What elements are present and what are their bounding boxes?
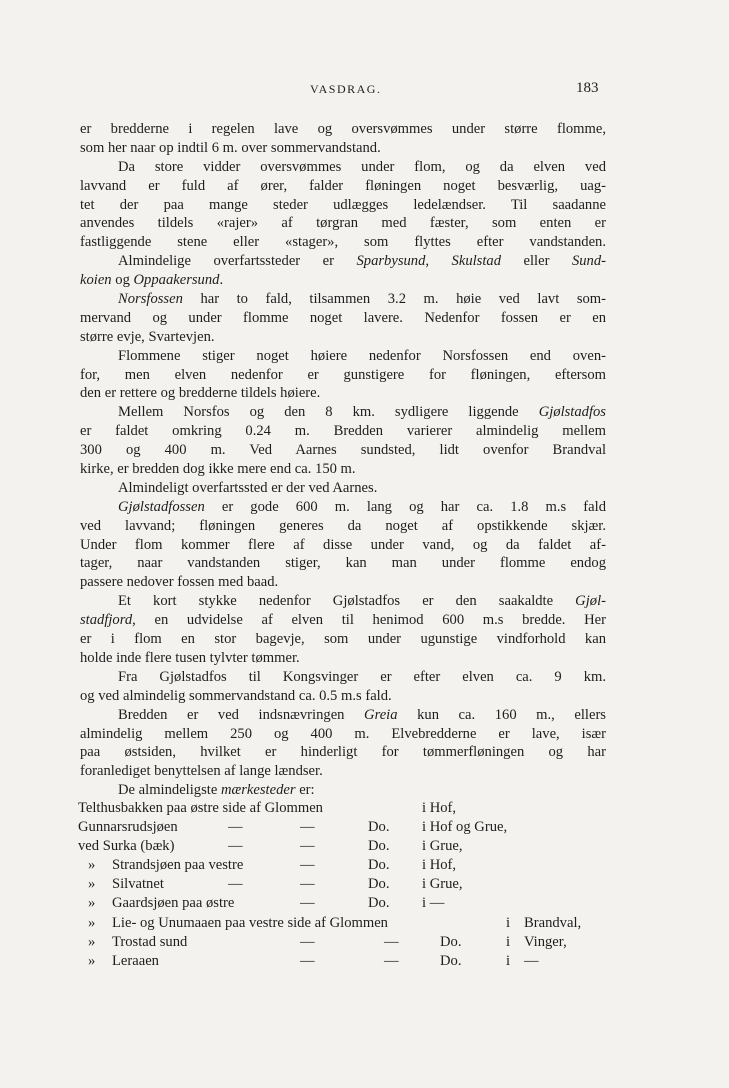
ditto-dash: — <box>524 952 539 969</box>
text-line: 300 og 400 m. Ved Aarnes sundsted, lidt ovenfor Brandval <box>80 442 606 459</box>
list-item <box>78 895 608 914</box>
page-header <box>0 82 729 102</box>
place-name: Sparbysund <box>356 253 426 270</box>
ditto-mark: » <box>88 895 96 912</box>
ditto-dash: — <box>300 838 315 855</box>
municipality: i Hof, <box>422 800 457 816</box>
list-item <box>78 934 608 953</box>
list-item <box>78 876 608 895</box>
text-line: Da store vidder oversvømmes under flom, og da elven ved <box>118 158 606 175</box>
text-run: Et kort stykke nedenfor Gjølstadfos er den saakaldte <box>118 593 554 610</box>
text-run: Mellem Norsfos og den 8 km. sydligere liggende <box>118 404 519 421</box>
ditto-mark: » <box>88 952 96 969</box>
text-line: passere nedover fossen med baad. <box>80 574 279 591</box>
ditto-mark: » <box>88 933 96 950</box>
list-item <box>78 838 608 857</box>
text-line: Under flom kommer flere af disse under vand, og da faldet af- <box>80 536 606 553</box>
ditto-do: Do. <box>368 895 390 912</box>
text-run: De almindeligste <box>118 782 218 799</box>
list-item <box>78 819 608 838</box>
text-line: Almindelige overfartssteder er Sparbysund, Skulstad eller Sund- <box>118 253 607 270</box>
ditto-mark: » <box>88 857 96 874</box>
text-line: som her naar op indtil 6 m. over sommervandstand. <box>80 139 381 156</box>
ditto-dash: — <box>300 933 315 950</box>
ditto-dash: — <box>300 895 315 912</box>
municipality-prefix: i <box>506 952 511 969</box>
ditto-dash: — <box>300 857 315 874</box>
text-line: foranlediget benyttelsen af lange lændser. <box>80 763 323 780</box>
place-name: Greia <box>364 706 398 723</box>
text-line: er bredderne i regelen lave og oversvømmes under større flomme, <box>80 121 606 137</box>
text-run: kun ca. 160 m., ellers <box>417 706 606 723</box>
place: Leraaen <box>112 952 159 969</box>
text-line: større evje, Svartevjen. <box>80 328 215 345</box>
ditto-do: Do. <box>368 857 390 874</box>
text-line: Fra Gjølstadfos til Kongsvinger er efter elven ca. 9 km. <box>118 668 606 685</box>
text-line: koien og Oppaakersund. <box>80 272 224 289</box>
place: Silvatnet <box>112 876 164 893</box>
place-name: Sund- <box>571 253 607 270</box>
text-line <box>80 592 606 611</box>
text-run: har to fald, tilsammen 3.2 m. høie ved lavt som- <box>200 291 607 308</box>
text-run: Almindelige overfartssteder er <box>118 253 334 270</box>
text-line: holde inde flere tusen tylvter tømmer. <box>80 649 300 666</box>
ditto-mark: » <box>88 914 96 931</box>
municipality: Vinger, <box>524 933 567 950</box>
text-line: ved lavvand; fløningen generes da noget af opstikkende skjær. <box>80 517 606 534</box>
text-line: er i flom en stor bagevje, som under ugunstige vindforhold kan <box>80 631 606 648</box>
municipality-prefix: i <box>506 933 511 950</box>
text-line: den er rettere og bredderne tildels høiere. <box>80 385 321 402</box>
ditto-do: Do. <box>368 838 390 855</box>
ditto-do: Do. <box>368 819 390 836</box>
ditto-dash: — <box>300 819 315 836</box>
place: Trostad sund <box>112 933 188 950</box>
place: ved Surka (bæk) <box>78 838 175 855</box>
ditto-do: Do. <box>440 952 462 969</box>
text-line <box>80 403 606 422</box>
ditto-do: Do. <box>368 876 390 893</box>
text-line: kirke, er bredden dog ikke mere end ca. 150 m. <box>80 461 356 478</box>
municipality: i — <box>422 895 445 912</box>
text-line: tet der paa mange steder udlægges ledelændser. Til saadanne <box>80 196 606 213</box>
place: Strandsjøen paa vestre <box>112 857 244 874</box>
text-run: er: <box>299 782 315 799</box>
text-line: Flommene stiger noget høiere nedenfor Norsfossen end oven- <box>118 347 606 364</box>
mark-term: mærkesteder <box>220 782 296 799</box>
running-title: VASDRAG. <box>310 82 382 96</box>
place-name: Gjølstadfossen <box>118 498 205 515</box>
text-run: er gode 600 m. lang og har ca. 1.8 m.s fald <box>221 498 606 515</box>
text-line: mervand og under flomme noget lavere. Nedenfor fossen er en <box>80 309 606 326</box>
text-line: og ved almindelig sommervandstand ca. 0.5 m.s fald. <box>80 687 392 704</box>
body-text <box>80 120 606 800</box>
text-line <box>80 498 606 517</box>
ditto-dash: — <box>228 838 243 855</box>
municipality: i Grue, <box>422 838 463 855</box>
text-run: og <box>115 272 130 289</box>
text-line: for, men elven nedenfor er gunstigere for fløningen, eftersom <box>80 366 606 383</box>
ditto-dash: — <box>300 876 315 893</box>
text-line: Almindeligt overfartssted er der ved Aarnes. <box>118 479 378 496</box>
text-line: anvendes tildels «rajer» af tørgran med fæster, som enten er <box>80 215 606 232</box>
place-name: Oppaakersund <box>133 272 220 289</box>
municipality-prefix: i <box>506 914 511 931</box>
ditto-dash: — <box>384 952 399 969</box>
ditto-dash: — <box>384 933 399 950</box>
ditto-dash: — <box>228 819 243 836</box>
ditto-do: Do. <box>440 933 462 950</box>
place-name: Skulstad <box>451 253 502 270</box>
text-run: eller <box>523 253 550 270</box>
place-name: Gjøl- <box>575 593 606 610</box>
place-name: Norsfossen <box>118 291 183 308</box>
list-item <box>78 953 608 972</box>
place: Gunnarsrudsjøen <box>78 819 178 836</box>
text-line: tager, naar vandstanden stiger, kan man under flomme endog <box>80 555 606 572</box>
text-line: fastliggende stene eller «stager», som flyttes efter vandstanden. <box>80 234 606 251</box>
place-name: koien <box>80 272 112 289</box>
text-line: almindelig mellem 250 og 400 m. Elvebredderne er lave, især <box>80 725 606 742</box>
text-run: Bredden er ved indsnævringen <box>118 706 345 723</box>
ditto-dash: — <box>228 876 243 893</box>
text-line <box>80 781 606 800</box>
place-name: stadfjord <box>80 612 133 629</box>
page-number: 183 <box>576 80 599 96</box>
place: Lie- og Unumaaen paa vestre side af Glommen <box>112 914 388 931</box>
place-name: Gjølstadfos <box>538 404 606 421</box>
mark-places-list <box>78 800 608 972</box>
text-line <box>80 290 606 309</box>
municipality: i Hof, <box>422 857 457 874</box>
municipality: i Grue, <box>422 876 463 893</box>
municipality: i Hof og Grue, <box>422 819 508 836</box>
text-line <box>80 611 606 630</box>
text-line: lavvand er fuld af ører, falder fløningen noget besværlig, uag- <box>80 177 606 194</box>
list-item <box>78 915 608 934</box>
ditto-mark: » <box>88 876 96 893</box>
list-item <box>78 800 608 819</box>
text-line <box>80 706 606 725</box>
text-line: paa østsiden, hvilket er hinderligt for tømmerfløningen og har <box>80 744 606 761</box>
place: Telthusbakken paa østre side af Glommen <box>78 800 323 816</box>
text-run: , en udvidelse af elven til henimod 600 m.s bredde. Her <box>132 612 606 629</box>
place: Gaardsjøen paa østre <box>112 895 235 912</box>
list-item <box>78 857 608 876</box>
ditto-dash: — <box>300 952 315 969</box>
municipality: Brandval, <box>524 914 582 931</box>
text-line: er faldet omkring 0.24 m. Bredden varierer almindelig mellem <box>80 423 606 440</box>
